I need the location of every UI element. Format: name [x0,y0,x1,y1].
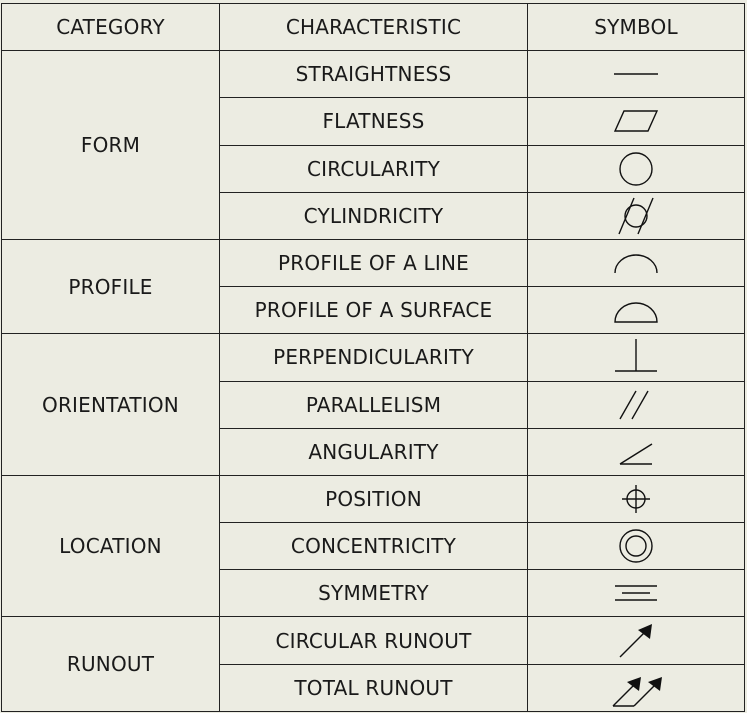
characteristic-cell: TOTAL RUNOUT [220,664,528,711]
category-profile: PROFILE [2,239,220,333]
table-row [2,334,745,381]
symbol-cell [528,98,745,145]
characteristic-cell: ANGULARITY [220,428,528,475]
table-row [2,475,745,522]
symbol-cell [528,239,745,286]
concentricity-icon [610,526,662,566]
header-characteristic: CHARACTERISTIC [220,4,528,51]
characteristic-cell: CYLINDRICITY [220,192,528,239]
category-location: LOCATION [2,475,220,617]
category-orientation: ORIENTATION [2,334,220,476]
straightness-icon [610,54,662,94]
circular-runout-icon [610,621,662,661]
characteristic-cell: CIRCULAR RUNOUT [220,617,528,664]
symbol-cell [528,192,745,239]
characteristic-cell: POSITION [220,475,528,522]
characteristic-cell: PERPENDICULARITY [220,334,528,381]
symbol-cell [528,617,745,664]
circularity-icon [610,149,662,189]
header-row [2,4,745,51]
symbol-cell [528,51,745,98]
table-row [2,617,745,664]
characteristic-cell: CIRCULARITY [220,145,528,192]
position-icon [610,479,662,519]
profile-line-icon [610,243,662,283]
cylindricity-icon [610,196,662,236]
characteristic-cell: STRAIGHTNESS [220,51,528,98]
characteristic-cell: PROFILE OF A SURFACE [220,287,528,334]
symbol-cell [528,664,745,711]
table-row [2,51,745,98]
category-runout: RUNOUT [2,617,220,711]
category-form: FORM [2,51,220,240]
parallelism-icon [610,385,662,425]
symbol-cell [528,428,745,475]
symmetry-icon [610,573,662,613]
characteristic-cell: PROFILE OF A LINE [220,239,528,286]
characteristic-cell: PARALLELISM [220,381,528,428]
profile-surface-icon [610,290,662,330]
characteristic-cell: FLATNESS [220,98,528,145]
characteristic-cell: SYMMETRY [220,570,528,617]
symbol-cell [528,523,745,570]
total-runout-icon [610,668,662,708]
table-row [2,239,745,286]
perpendicularity-icon [610,337,662,377]
angularity-icon [610,432,662,472]
symbol-cell [528,334,745,381]
symbol-cell [528,381,745,428]
symbol-cell [528,570,745,617]
symbol-cell [528,475,745,522]
characteristic-cell: CONCENTRICITY [220,523,528,570]
header-symbol: SYMBOL [528,4,745,51]
header-category: CATEGORY [2,4,220,51]
symbol-cell [528,145,745,192]
flatness-icon [610,101,662,141]
symbol-cell [528,287,745,334]
gdt-symbols-table [1,3,745,712]
